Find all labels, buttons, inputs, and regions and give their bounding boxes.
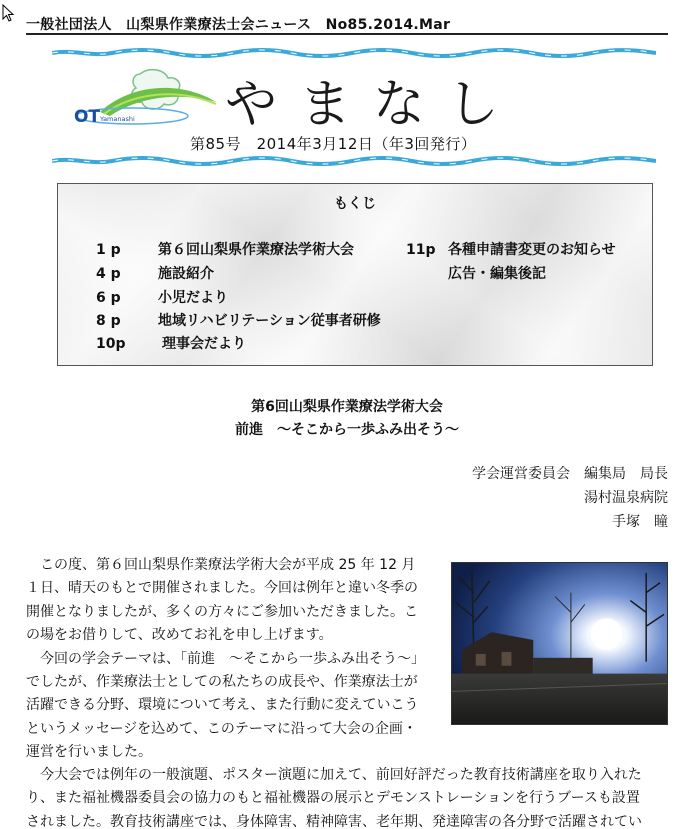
ot-yamanashi-logo xyxy=(70,66,220,126)
article-title: 第6回山梨県作業療法学術大会 xyxy=(251,399,443,415)
toc-item: 4 p 施設紹介 xyxy=(96,266,214,282)
author-affiliation: 学会運営委員会 編集局 局長 xyxy=(472,466,668,482)
article-subtitle: 前進 ～そこから一歩ふみ出そう～ xyxy=(235,422,459,438)
issue-info: 第85号 2014年3月12日（年3回発行） xyxy=(190,135,477,153)
toc-item: 10p 理事会だより xyxy=(96,336,246,352)
article-paragraph: この度、第６回山梨県作業療法学術大会が平成 25 年 12 月 １日、晴天のもとで開催されました。今回は例年と違い冬季の 開催となりましたが、多くの方々にご参加いただきました。こ の場をお借りして、改めてお礼を申し上げます。 今回の学会テーマは、「前進 ～そこから一歩ふみ出そう～」 でしたが、作業療法士としての私たちの成長や、作業療法士が 活躍できる分野、環境について考え、また行動に変えていこう というメッセージを込めて、このテーマに沿って大会の企画・ 運営を行いました。 xyxy=(26,557,425,761)
svg-text:OT: OT xyxy=(74,107,101,126)
toc-item: 広告・編集後記 xyxy=(448,266,546,282)
table-of-contents xyxy=(57,183,653,366)
toc-item: 6 p 小児だより xyxy=(96,290,228,306)
article-paragraph-full: 今大会では例年の一般演題、ポスター演題に加えて、前回好評だった教育技術講座を取り入れた り、また福祉機器委員会の協力のもと福祉機器の展示とデモンストレーションを行うブースも設置 されました。教育技術講座では、身体障害、精神障害、老年期、発達障害の各分野で活躍されてい xyxy=(26,767,642,829)
author-hospital: 湯村温泉病院 xyxy=(584,490,668,506)
svg-text:Yamanashi: Yamanashi xyxy=(100,115,135,123)
author-name: 手塚 瞳 xyxy=(612,514,668,530)
wave-divider-top xyxy=(52,48,656,58)
toc-item: 11p 各種申請書変更のお知らせ xyxy=(406,242,616,258)
newsletter-title: やまなし xyxy=(225,75,522,135)
toc-title: もくじ xyxy=(334,196,376,212)
toc-item: 8 p 地域リハビリテーション従事者研修 xyxy=(96,313,381,329)
newsletter-header: 一般社団法人 山梨県作業療法士会ニュース No85.2014.Mar xyxy=(26,17,451,33)
event-photo xyxy=(451,562,668,725)
wave-divider-bottom xyxy=(52,156,656,166)
header-divider xyxy=(26,33,668,35)
toc-item: 1 p 第６回山梨県作業療法学術大会 xyxy=(96,242,354,258)
mouse-cursor-icon xyxy=(2,4,16,24)
